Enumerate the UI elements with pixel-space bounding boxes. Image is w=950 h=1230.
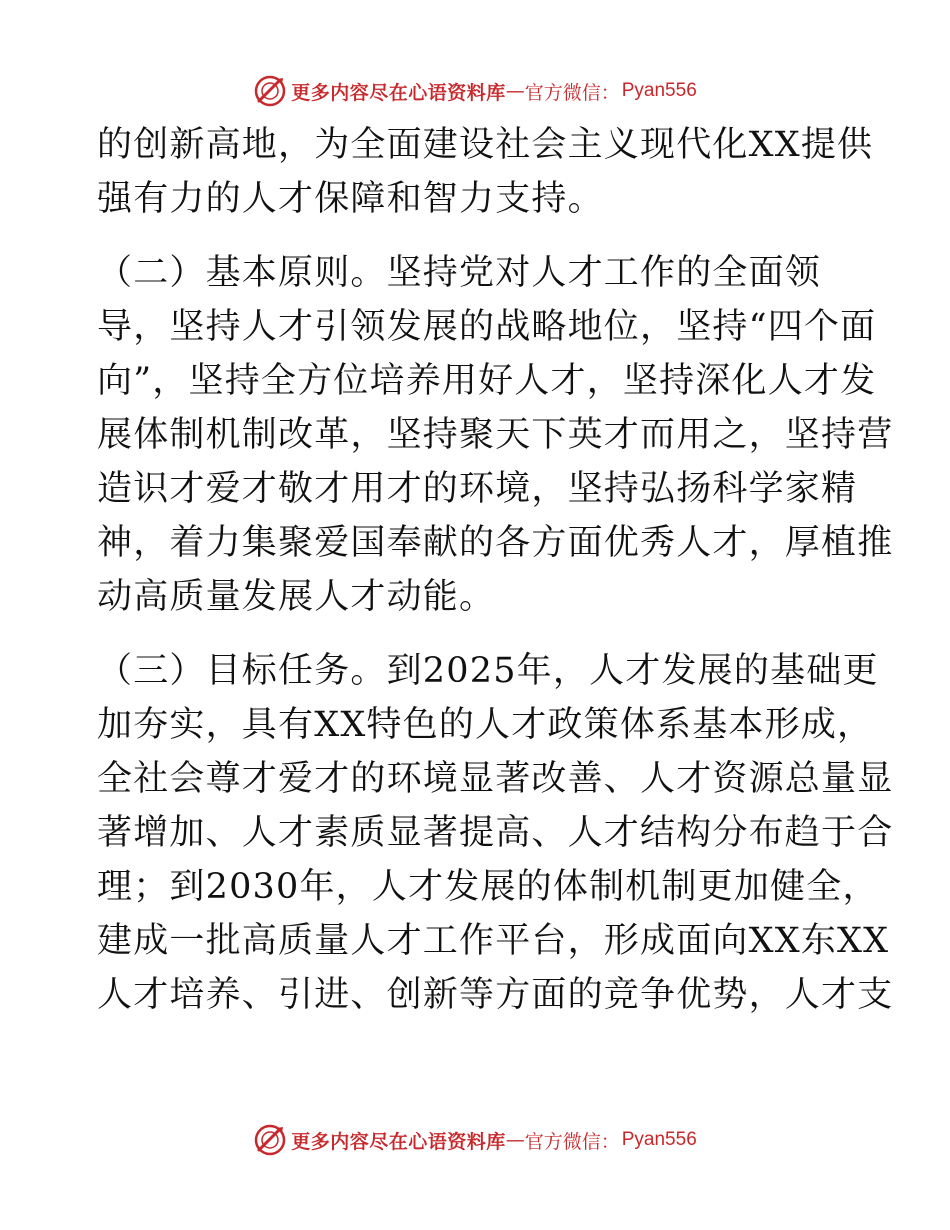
text-line: 人才培养、引进、创新等方面的竞争优势，人才支 <box>97 975 894 1015</box>
paragraph-continuation <box>97 118 874 226</box>
text-line: 建成一批高质量人才工作平台，形成面向XX东XX <box>97 921 890 961</box>
text-line: 神，着力集聚爱国奉献的各方面优秀人才，厚植推 <box>97 523 894 563</box>
text-line: 造识才爱才敬才用才的环境，坚持弘扬科学家精 <box>97 469 858 509</box>
footer-brand-text: 更多内容尽在心语资料库 <box>291 1130 506 1153</box>
text-line: 全社会尊才爱才的环境显著改善、人才资源总量显 <box>97 759 894 799</box>
header-official-label: 官方微信： <box>524 81 620 104</box>
header-banner <box>0 71 950 111</box>
footer-account-id: Pyan556 <box>621 1129 697 1150</box>
footer-banner <box>0 1120 950 1160</box>
footer-dash: — <box>505 1129 525 1151</box>
header-dash: — <box>505 80 525 102</box>
footer-official-label: 官方微信： <box>524 1130 620 1153</box>
text-line: 加夯实，具有XX特色的人才政策体系基本形成， <box>97 705 874 745</box>
header-brand-text: 更多内容尽在心语资料库 <box>291 81 506 104</box>
text-line: （三）目标任务。到2025年，人才发展的基础更 <box>97 651 879 691</box>
text-line: 导，坚持人才引领发展的战略地位，坚持“四个面 <box>97 307 877 347</box>
document-body <box>97 118 894 1022</box>
text-line: 的创新高地，为全面建设社会主义现代化XX提供 <box>97 125 874 165</box>
text-line: 强有力的人才保障和智力支持。 <box>97 179 604 219</box>
text-line: 动高质量发展人才动能。 <box>97 577 496 617</box>
paragraph-basic-principles <box>97 246 894 624</box>
text-line: （二）基本原则。坚持党对人才工作的全面领 <box>97 253 822 293</box>
text-line: 著增加、人才素质显著提高、人才结构分布趋于合 <box>97 813 894 853</box>
header-account-id: Pyan556 <box>621 80 697 101</box>
paragraph-goals-tasks <box>97 644 894 1022</box>
text-line: 理；到2030年，人才发展的体制机制更加健全， <box>97 867 879 907</box>
text-line: 展体制机制改革，坚持聚天下英才而用之，坚持营 <box>97 415 894 455</box>
logo-icon <box>253 1123 287 1157</box>
text-line: 向”，坚持全方位培养用好人才，坚持深化人才发 <box>97 361 877 401</box>
logo-icon <box>253 74 287 108</box>
